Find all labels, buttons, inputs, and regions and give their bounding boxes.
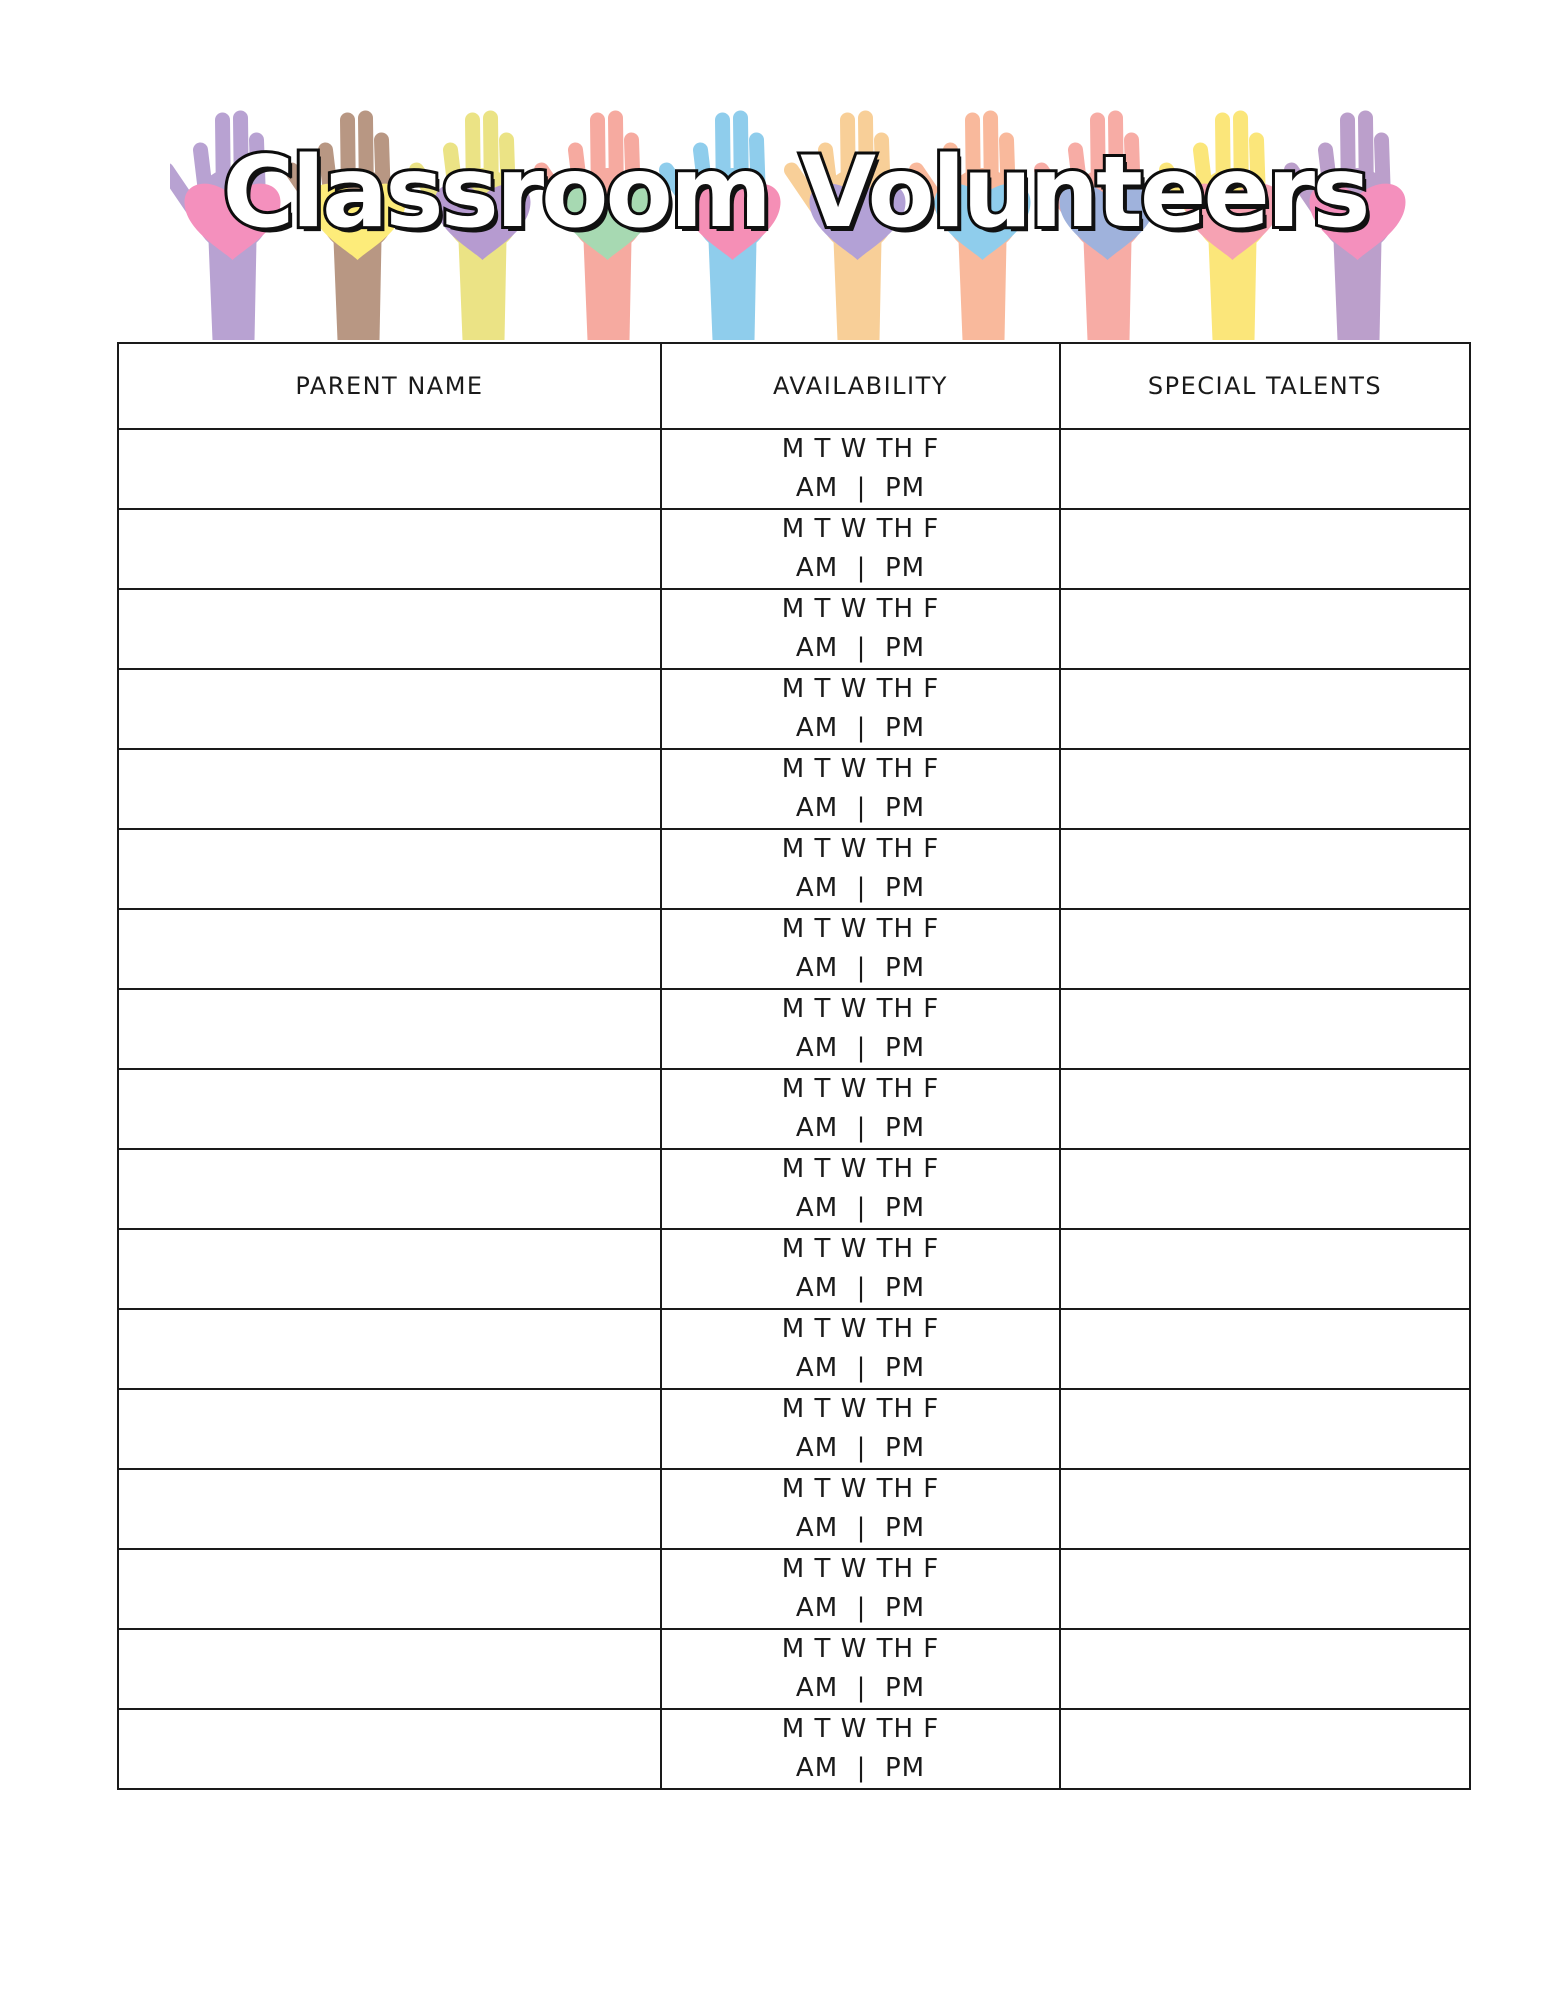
availability-times: AM | PM <box>795 1033 926 1063</box>
parent-name-cell[interactable] <box>118 1469 661 1549</box>
special-talents-cell[interactable] <box>1060 749 1470 829</box>
availability-days: M T W TH F <box>781 1074 940 1104</box>
availability-cell[interactable] <box>661 1469 1060 1549</box>
availability-days: M T W TH F <box>781 834 940 864</box>
availability-times: AM | PM <box>795 1673 926 1703</box>
table-row <box>118 1149 1470 1229</box>
table-row <box>118 909 1470 989</box>
page-title: Classroom Volunteers <box>222 136 1368 250</box>
availability-times: AM | PM <box>795 1353 926 1383</box>
availability-days: M T W TH F <box>781 1634 940 1664</box>
parent-name-cell[interactable] <box>118 1309 661 1389</box>
availability-cell[interactable] <box>661 1149 1060 1229</box>
availability-cell[interactable] <box>661 1229 1060 1309</box>
table-row <box>118 669 1470 749</box>
special-talents-cell[interactable] <box>1060 1549 1470 1629</box>
availability-days: M T W TH F <box>781 594 940 624</box>
parent-name-cell[interactable] <box>118 989 661 1069</box>
availability-days: M T W TH F <box>781 1554 940 1584</box>
parent-name-cell[interactable] <box>118 509 661 589</box>
availability-cell[interactable] <box>661 989 1060 1069</box>
availability-cell[interactable] <box>661 1629 1060 1709</box>
availability-times: AM | PM <box>795 873 926 903</box>
availability-cell[interactable] <box>661 509 1060 589</box>
table-row <box>118 1229 1470 1309</box>
parent-name-cell[interactable] <box>118 1709 661 1789</box>
availability-days: M T W TH F <box>781 434 940 464</box>
table-row <box>118 1389 1470 1469</box>
availability-times: AM | PM <box>795 1433 926 1463</box>
special-talents-cell[interactable] <box>1060 1709 1470 1789</box>
special-talents-cell[interactable] <box>1060 1069 1470 1149</box>
table-row <box>118 1629 1470 1709</box>
table-row <box>118 509 1470 589</box>
parent-name-cell[interactable] <box>118 909 661 989</box>
availability-cell[interactable] <box>661 829 1060 909</box>
special-talents-cell[interactable] <box>1060 589 1470 669</box>
volunteer-table <box>117 342 1471 1790</box>
special-talents-cell[interactable] <box>1060 509 1470 589</box>
table-row <box>118 989 1470 1069</box>
table-row <box>118 749 1470 829</box>
special-talents-cell[interactable] <box>1060 1309 1470 1389</box>
availability-times: AM | PM <box>795 473 926 503</box>
availability-cell[interactable] <box>661 1309 1060 1389</box>
availability-times: AM | PM <box>795 1273 926 1303</box>
table-row <box>118 1549 1470 1629</box>
availability-days: M T W TH F <box>781 1234 940 1264</box>
special-talents-cell[interactable] <box>1060 909 1470 989</box>
availability-days: M T W TH F <box>781 994 940 1024</box>
table-row <box>118 589 1470 669</box>
special-talents-cell[interactable] <box>1060 1469 1470 1549</box>
table-row <box>118 1309 1470 1389</box>
availability-days: M T W TH F <box>781 1474 940 1504</box>
parent-name-cell[interactable] <box>118 1229 661 1309</box>
special-talents-cell[interactable] <box>1060 1229 1470 1309</box>
availability-times: AM | PM <box>795 553 926 583</box>
availability-times: AM | PM <box>795 713 926 743</box>
availability-cell[interactable] <box>661 1069 1060 1149</box>
special-talents-cell[interactable] <box>1060 989 1470 1069</box>
parent-name-cell[interactable] <box>118 429 661 509</box>
parent-name-cell[interactable] <box>118 749 661 829</box>
availability-cell[interactable] <box>661 1709 1060 1789</box>
table-row <box>118 1709 1470 1789</box>
special-talents-cell[interactable] <box>1060 1629 1470 1709</box>
availability-times: AM | PM <box>795 1753 926 1783</box>
availability-days: M T W TH F <box>781 1394 940 1424</box>
parent-name-cell[interactable] <box>118 1549 661 1629</box>
special-talents-cell[interactable] <box>1060 1149 1470 1229</box>
special-talents-cell[interactable] <box>1060 669 1470 749</box>
availability-cell[interactable] <box>661 1389 1060 1469</box>
availability-days: M T W TH F <box>781 674 940 704</box>
availability-times: AM | PM <box>795 1113 926 1143</box>
special-talents-cell[interactable] <box>1060 829 1470 909</box>
table-row <box>118 829 1470 909</box>
availability-cell[interactable] <box>661 429 1060 509</box>
parent-name-cell[interactable] <box>118 669 661 749</box>
table-row <box>118 1469 1470 1549</box>
special-talents-cell[interactable] <box>1060 429 1470 509</box>
parent-name-cell[interactable] <box>118 1069 661 1149</box>
availability-days: M T W TH F <box>781 1154 940 1184</box>
header-special-talents: SPECIAL TALENTS <box>1060 343 1470 429</box>
table-row <box>118 429 1470 509</box>
parent-name-cell[interactable] <box>118 1149 661 1229</box>
header-parent-name: PARENT NAME <box>118 343 661 429</box>
availability-times: AM | PM <box>795 1193 926 1223</box>
availability-cell[interactable] <box>661 909 1060 989</box>
header-availability: AVAILABILITY <box>661 343 1060 429</box>
availability-days: M T W TH F <box>781 914 940 944</box>
table-header-row <box>118 343 1470 429</box>
availability-cell[interactable] <box>661 1549 1060 1629</box>
availability-days: M T W TH F <box>781 1714 940 1744</box>
special-talents-cell[interactable] <box>1060 1389 1470 1469</box>
table-row <box>118 1069 1470 1149</box>
parent-name-cell[interactable] <box>118 1629 661 1709</box>
availability-times: AM | PM <box>795 1513 926 1543</box>
availability-times: AM | PM <box>795 793 926 823</box>
availability-days: M T W TH F <box>781 754 940 784</box>
availability-times: AM | PM <box>795 1593 926 1623</box>
availability-times: AM | PM <box>795 953 926 983</box>
availability-times: AM | PM <box>795 633 926 663</box>
parent-name-cell[interactable] <box>118 829 661 909</box>
parent-name-cell[interactable] <box>118 1389 661 1469</box>
availability-cell[interactable] <box>661 749 1060 829</box>
parent-name-cell[interactable] <box>118 589 661 669</box>
header-banner <box>170 90 1420 340</box>
availability-cell[interactable] <box>661 669 1060 749</box>
availability-days: M T W TH F <box>781 1314 940 1344</box>
availability-cell[interactable] <box>661 589 1060 669</box>
availability-days: M T W TH F <box>781 514 940 544</box>
